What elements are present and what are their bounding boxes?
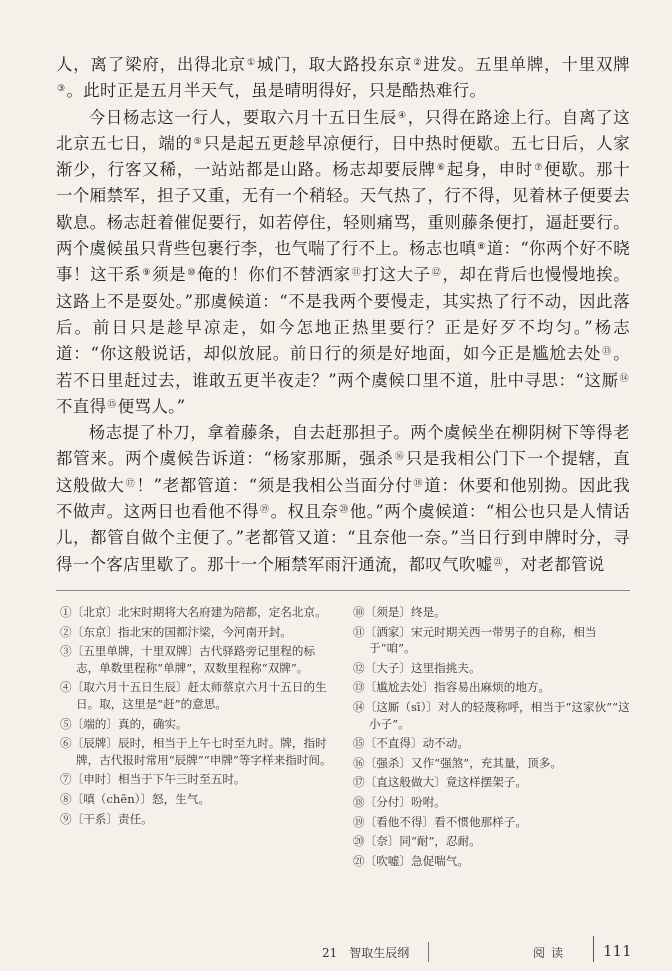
- text-run: 俺的！你们不替洒家: [197, 265, 351, 285]
- paragraph-1: [56, 52, 630, 105]
- paragraph-3: [56, 420, 630, 578]
- text-run: 。权且奈: [270, 502, 339, 522]
- footnote-item: ④〔取六月十五日生辰〕赶太师蔡京六月十五日的生日。取，这里是“赶”的意思。: [60, 680, 327, 711]
- footnote-marker: ⑪: [351, 268, 362, 279]
- footnote-marker: ⑧: [477, 242, 486, 253]
- footnote-item: ⑫〔大子〕这里指挑夫。: [353, 660, 481, 675]
- footnote-marker: ⑩: [187, 268, 197, 279]
- text-run: 他。”两个虞候道：“相公也只是人情话儿，都管自做个主便了。”老都管又道：“且奈他一奈。”当日行到申牌时分，寻得一个客店里歇了。那十一个厢禁军雨汗通流，都叹气吹嘘: [56, 502, 630, 574]
- footnote-item: ①〔北京〕北宋时期将大名府建为陪都，定名北京。: [60, 605, 327, 619]
- text-run: 打这大子: [362, 265, 431, 285]
- text-run: 今日杨志这一行人，要取六月十五日生辰: [88, 107, 397, 127]
- footnote-marker: ③: [57, 84, 66, 95]
- footnote-marker: ⑮: [107, 399, 117, 410]
- footnote-marker: ㉑: [493, 557, 503, 568]
- footnote-item: ⑩〔须是〕终是。: [353, 605, 446, 619]
- footnote-marker: ⑲: [260, 505, 270, 516]
- footnote-item: ⑤〔端的〕真的，确实。: [60, 716, 188, 731]
- page-number: 111: [603, 942, 632, 960]
- text-run: ，只得在路途上行。自离了这北京五七日，端的: [56, 107, 631, 153]
- footnote-item: ⑧〔嗔（chēn）〕怒，生气。: [60, 791, 211, 806]
- footnote-item: ⑥〔辰牌〕辰时，相当于上午七时至九时。牌，指时牌，古代报时常用“辰牌”“申牌”等字样来指时间。: [60, 736, 332, 767]
- text-run: 城门，取大路投东京: [256, 55, 413, 74]
- page-number-divider: [593, 936, 594, 962]
- footnote-item: ㉑〔吹嘘〕急促喘气。: [353, 853, 469, 868]
- footnotes-left-column: [60, 604, 338, 830]
- footnote-divider: [56, 590, 630, 591]
- footnote-marker: ⑳: [339, 505, 349, 516]
- footnote-item: ⑦〔申时〕相当于下午三时至五时。: [60, 772, 246, 787]
- text-run: 道：“你两个好不晓事！这干系: [56, 239, 631, 285]
- footnote-item: ⑪〔洒家〕宋元时期关西一带男子的自称，相当于“咱”。: [353, 624, 597, 656]
- footnote-marker: ④: [397, 110, 407, 121]
- footnote-item: ⑰〔直这般做大〕竟这样摆架子。: [353, 775, 527, 790]
- footer-divider: [428, 942, 429, 962]
- footnote-marker: ⑦: [534, 163, 544, 174]
- paragraph-2: [56, 105, 630, 421]
- footnote-item: ⑯〔强杀〕又作“强煞”，充其量，顶多。: [353, 755, 562, 770]
- text-run: 进发。五里单牌，十里双牌: [423, 55, 630, 74]
- section-label: 阅读: [533, 946, 570, 960]
- text-run: 。若不日里赶过去，谁敢五更半夜走？”两个虞候口里不道，肚中寻思：“这厮: [56, 344, 630, 390]
- text-run: ，却在背后也慢慢地挨。这路上不是耍处。”那虞候道：“不是我两个要慢走，其实热了行不动，因此落后。前日只是趁早凉走，如今怎地正热里要行？正是好歹不均匀。”杨志道：“你这般说话，却似放屁。前日行的须是好地面，如今正是尴尬去处: [56, 265, 631, 364]
- text-run: 。此时正是五月半天气，虽是晴明得好，只是酷热难行。: [66, 81, 487, 101]
- footnote-marker: ⑥: [436, 163, 446, 174]
- text-run: 道：休要和他别拗。因此我不做声。这两日也看他不得: [56, 475, 630, 522]
- footnote-marker: ⑱: [413, 478, 424, 489]
- text-run: 便骂人。”: [117, 396, 186, 416]
- page-footer: [0, 942, 672, 962]
- footnote-marker: ①: [246, 58, 256, 68]
- footnote-item: ③〔五里单牌，十里双牌〕古代驿路旁记里程的标志，单数里程称“单牌”，双数里程称“双牌”。: [60, 644, 316, 675]
- footnote-marker: ⑰: [125, 478, 136, 489]
- footnote-marker: ⑨: [142, 268, 152, 279]
- text-run: ，对老都管说: [503, 554, 605, 574]
- footnote-item: ⑮〔不直得〕动不动。: [353, 736, 469, 751]
- footnote-item: ⑬〔尴尬去处〕指容易出麻烦的地方。: [353, 680, 551, 695]
- text-run: 杨志提了朴刀，拿着藤条，自去赶那担子。两个虞候坐在柳阴树下等得老都管来。两个虞候告诉道：“杨家那厮，强杀: [56, 423, 630, 469]
- footnote-item: ②〔东京〕指北宋的国都汴梁，今河南开封。: [60, 624, 292, 639]
- main-text: [56, 52, 630, 578]
- text-run: 人，离了梁府，出得北京: [56, 55, 246, 74]
- chapter-title: 21 智取生辰纲: [322, 946, 410, 960]
- text-run: 起身，申时: [446, 160, 534, 180]
- footnote-item: ⑱〔分付〕吩咐。: [353, 794, 446, 809]
- footnote-marker: ⑭: [619, 373, 629, 384]
- footnote-item: ⑨〔干系〕责任。: [60, 811, 153, 826]
- text-run: 只是起五更趁早凉便行，日中热时便歇。五七日后，人家渐少，行客又稀，一站站都是山路。杨志却要辰牌: [56, 133, 631, 180]
- text-run: 便歇。那十一个厢禁军，担子又重，无有一个稍轻。天气热了，行不得，见着林子便要去歇息。杨志赶着催促要行，如若停住，轻则痛骂，重则藤条便打，逼赶要行。两个虞候虽只背些包裹行李，也气喘了行不上。杨志也嗔: [56, 160, 631, 259]
- footnote-item: ⑳〔奈〕同“耐”，忍耐。: [353, 834, 481, 849]
- footnote-marker: ⑯: [394, 452, 405, 463]
- footnote-marker: ⑤: [193, 136, 203, 147]
- footnotes-right-column: [353, 604, 631, 872]
- text-run: 须是: [152, 265, 187, 285]
- footnote-marker: ⑬: [602, 347, 613, 358]
- text-run: 只是我相公门下一个提辖，直这般做大: [56, 449, 630, 495]
- text-run: ！”老都管道：“须是我相公当面分付: [136, 475, 413, 495]
- footnote-item: ⑭〔这厮（sī）〕对人的轻蔑称呼，相当于“这家伙”“这小子”。: [353, 699, 630, 731]
- footnote-marker: ⑫: [431, 268, 442, 279]
- footnote-item: ⑲〔看他不得〕看不惯他那样子。: [353, 814, 527, 829]
- text-run: 不直得: [56, 396, 107, 416]
- footnote-marker: ②: [413, 58, 423, 68]
